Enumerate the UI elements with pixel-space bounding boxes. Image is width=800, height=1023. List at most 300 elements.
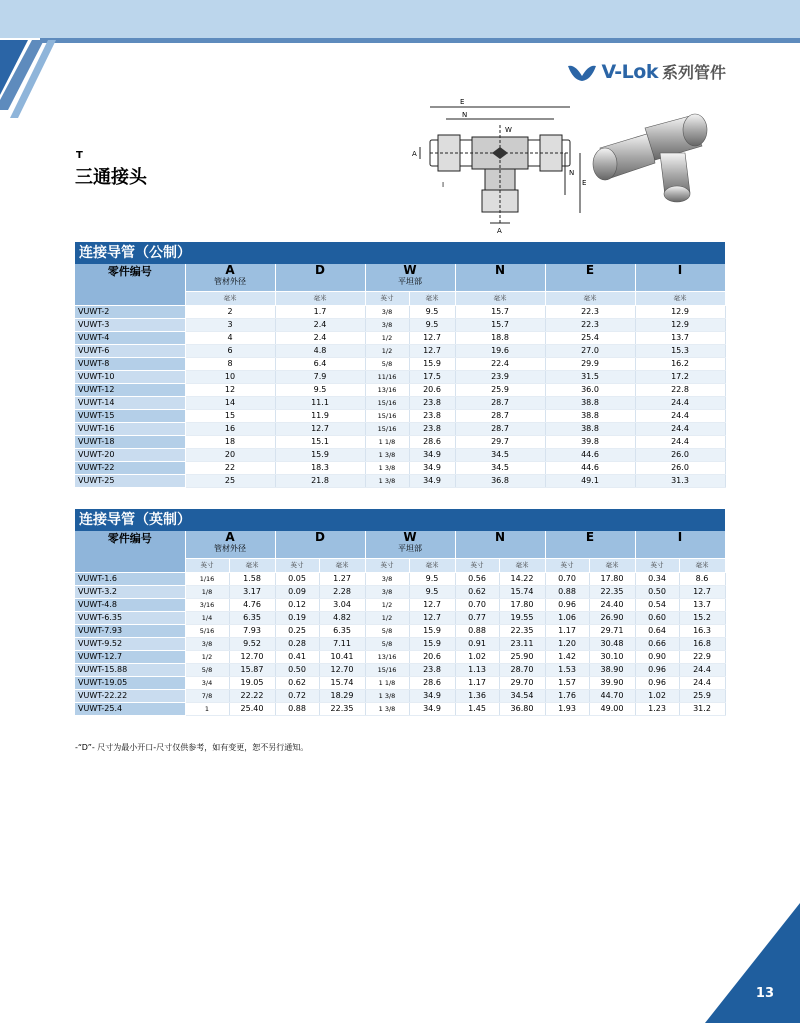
- tee-fitting-photo: [590, 108, 715, 203]
- value-cell: 0.66: [635, 637, 679, 650]
- value-cell: 30.10: [589, 650, 635, 663]
- value-cell: 18: [185, 435, 275, 448]
- col-n-header: N: [455, 531, 545, 558]
- value-cell: 8.6: [679, 572, 725, 585]
- value-cell: 8: [185, 357, 275, 370]
- value-cell: 30.48: [589, 637, 635, 650]
- value-cell: 0.05: [275, 572, 319, 585]
- unit-label: 毫米: [589, 558, 635, 572]
- part-number-cell: VUWT-8: [75, 357, 185, 370]
- value-cell: 0.70: [545, 572, 589, 585]
- value-cell: 0.90: [635, 650, 679, 663]
- part-number-cell: VUWT-14: [75, 396, 185, 409]
- value-cell: 25.40: [229, 702, 275, 715]
- table-row: [75, 344, 725, 357]
- value-cell: 21.8: [275, 474, 365, 487]
- value-cell: 1/8: [185, 585, 229, 598]
- value-cell: 1.02: [635, 689, 679, 702]
- value-cell: 5/8: [365, 637, 409, 650]
- value-cell: 3/8: [365, 585, 409, 598]
- value-cell: 0.50: [635, 585, 679, 598]
- value-cell: 6: [185, 344, 275, 357]
- part-number-cell: VUWT-22: [75, 461, 185, 474]
- value-cell: 3: [185, 318, 275, 331]
- value-cell: 28.7: [455, 422, 545, 435]
- unit-label: 毫米: [679, 558, 725, 572]
- value-cell: 1: [185, 702, 229, 715]
- value-cell: 1 1/8: [365, 435, 409, 448]
- table-row: [75, 598, 725, 611]
- table-row: [75, 585, 725, 598]
- part-number-cell: VUWT-25.4: [75, 702, 185, 715]
- value-cell: 0.88: [545, 585, 589, 598]
- value-cell: 24.4: [679, 663, 725, 676]
- value-cell: 5/8: [185, 663, 229, 676]
- value-cell: 17.80: [499, 598, 545, 611]
- col-a-header: A 管材外径: [185, 264, 275, 291]
- brand-series: 系列管件: [661, 63, 726, 82]
- value-cell: 26.90: [589, 611, 635, 624]
- unit-label: 英寸: [365, 291, 409, 305]
- value-cell: 9.5: [275, 383, 365, 396]
- value-cell: 7/8: [185, 689, 229, 702]
- unit-label: 毫米: [635, 291, 725, 305]
- value-cell: 7.11: [319, 637, 365, 650]
- table-row: [75, 409, 725, 422]
- unit-label: 英寸: [635, 558, 679, 572]
- value-cell: 44.6: [545, 461, 635, 474]
- part-number-cell: VUWT-3: [75, 318, 185, 331]
- value-cell: 26.0: [635, 461, 725, 474]
- value-cell: 34.9: [409, 448, 455, 461]
- value-cell: 25.9: [455, 383, 545, 396]
- value-cell: 16: [185, 422, 275, 435]
- value-cell: 23.8: [409, 663, 455, 676]
- unit-label: 毫米: [409, 291, 455, 305]
- value-cell: 9.5: [409, 585, 455, 598]
- table-row: [75, 676, 725, 689]
- value-cell: 20.6: [409, 383, 455, 396]
- value-cell: 18.3: [275, 461, 365, 474]
- value-cell: 28.7: [455, 396, 545, 409]
- part-number-cell: VUWT-19.05: [75, 676, 185, 689]
- value-cell: 34.9: [409, 702, 455, 715]
- unit-label: 毫米: [499, 558, 545, 572]
- value-cell: 24.40: [589, 598, 635, 611]
- value-cell: 4.82: [319, 611, 365, 624]
- value-cell: 25.9: [679, 689, 725, 702]
- unit-label: 毫米: [455, 291, 545, 305]
- value-cell: 1 3/8: [365, 689, 409, 702]
- value-cell: 22.4: [455, 357, 545, 370]
- header-rule: [40, 38, 800, 43]
- value-cell: 9.5: [409, 572, 455, 585]
- value-cell: 34.9: [409, 461, 455, 474]
- value-cell: 15.9: [409, 357, 455, 370]
- value-cell: 1/2: [365, 344, 409, 357]
- table-row: [75, 650, 725, 663]
- col-d-header: D: [275, 531, 365, 558]
- value-cell: 12.9: [635, 318, 725, 331]
- svg-text:I: I: [442, 181, 445, 189]
- table-row: [75, 318, 725, 331]
- table-row: [75, 305, 725, 318]
- part-number-cell: VUWT-1.6: [75, 572, 185, 585]
- value-cell: 1/4: [185, 611, 229, 624]
- unit-label: 英寸: [455, 558, 499, 572]
- value-cell: 15.9: [409, 637, 455, 650]
- value-cell: 31.2: [679, 702, 725, 715]
- value-cell: 24.4: [635, 435, 725, 448]
- value-cell: 0.54: [635, 598, 679, 611]
- value-cell: 15.9: [275, 448, 365, 461]
- value-cell: 2.4: [275, 331, 365, 344]
- value-cell: 29.7: [455, 435, 545, 448]
- value-cell: 36.80: [499, 702, 545, 715]
- unit-label: 英寸: [275, 558, 319, 572]
- value-cell: 6.35: [319, 624, 365, 637]
- value-cell: 36.0: [545, 383, 635, 396]
- value-cell: 1 3/8: [365, 448, 409, 461]
- svg-text:N: N: [462, 111, 468, 119]
- value-cell: 44.70: [589, 689, 635, 702]
- value-cell: 2.28: [319, 585, 365, 598]
- value-cell: 7.93: [229, 624, 275, 637]
- part-number-header: 零件编号: [75, 531, 185, 572]
- part-number-cell: VUWT-25: [75, 474, 185, 487]
- svg-text:E: E: [460, 98, 465, 106]
- value-cell: 12.7: [275, 422, 365, 435]
- value-cell: 2.4: [275, 318, 365, 331]
- unit-label: 毫米: [545, 291, 635, 305]
- value-cell: 15.87: [229, 663, 275, 676]
- value-cell: 1 3/8: [365, 702, 409, 715]
- value-cell: 5/16: [185, 624, 229, 637]
- value-cell: 16.2: [635, 357, 725, 370]
- table-row: [75, 702, 725, 715]
- value-cell: 9.5: [409, 318, 455, 331]
- col-i-header: I: [635, 531, 725, 558]
- part-number-cell: VUWT-16: [75, 422, 185, 435]
- value-cell: 0.77: [455, 611, 499, 624]
- value-cell: 34.9: [409, 474, 455, 487]
- value-cell: 49.1: [545, 474, 635, 487]
- value-cell: 38.8: [545, 409, 635, 422]
- value-cell: 12: [185, 383, 275, 396]
- value-cell: 12.7: [409, 611, 455, 624]
- value-cell: 4.76: [229, 598, 275, 611]
- value-cell: 0.62: [455, 585, 499, 598]
- table-row: [75, 370, 725, 383]
- value-cell: 1.93: [545, 702, 589, 715]
- value-cell: 1.36: [455, 689, 499, 702]
- table-row: [75, 572, 725, 585]
- value-cell: 0.25: [275, 624, 319, 637]
- brand-name: V-Lok: [601, 60, 658, 83]
- value-cell: 9.5: [409, 305, 455, 318]
- value-cell: 23.9: [455, 370, 545, 383]
- part-number-cell: VUWT-2: [75, 305, 185, 318]
- value-cell: 0.96: [635, 676, 679, 689]
- value-cell: 0.88: [455, 624, 499, 637]
- value-cell: 15.1: [275, 435, 365, 448]
- value-cell: 15.2: [679, 611, 725, 624]
- value-cell: 20: [185, 448, 275, 461]
- value-cell: 22.35: [589, 585, 635, 598]
- value-cell: 12.7: [409, 344, 455, 357]
- part-number-cell: VUWT-20: [75, 448, 185, 461]
- value-cell: 1.45: [455, 702, 499, 715]
- value-cell: 22.9: [679, 650, 725, 663]
- value-cell: 38.90: [589, 663, 635, 676]
- value-cell: 0.88: [275, 702, 319, 715]
- page-number: 13: [755, 986, 774, 1001]
- value-cell: 0.41: [275, 650, 319, 663]
- value-cell: 0.09: [275, 585, 319, 598]
- unit-label: 英寸: [365, 558, 409, 572]
- svg-text:A: A: [497, 227, 502, 235]
- value-cell: 23.8: [409, 422, 455, 435]
- value-cell: 1 1/8: [365, 676, 409, 689]
- value-cell: 1.13: [455, 663, 499, 676]
- col-d-header: D: [275, 264, 365, 291]
- value-cell: 3/4: [185, 676, 229, 689]
- table-row: [75, 637, 725, 650]
- value-cell: 6.35: [229, 611, 275, 624]
- value-cell: 44.6: [545, 448, 635, 461]
- value-cell: 15.9: [409, 624, 455, 637]
- value-cell: 9.52: [229, 637, 275, 650]
- table-row: [75, 383, 725, 396]
- part-number-cell: VUWT-15.88: [75, 663, 185, 676]
- value-cell: 15/16: [365, 396, 409, 409]
- value-cell: 0.19: [275, 611, 319, 624]
- value-cell: 15/16: [365, 409, 409, 422]
- value-cell: 1.02: [455, 650, 499, 663]
- value-cell: 22.8: [635, 383, 725, 396]
- value-cell: 0.72: [275, 689, 319, 702]
- footnote: -“D”- 尺寸为最小开口-尺寸仅供参考，如有变更，恕不另行通知。: [75, 743, 309, 752]
- value-cell: 22.35: [319, 702, 365, 715]
- imperial-section-title: 连接导管（英制）: [75, 509, 725, 531]
- table-row: [75, 422, 725, 435]
- value-cell: 38.8: [545, 422, 635, 435]
- value-cell: 23.11: [499, 637, 545, 650]
- unit-label: 英寸: [545, 558, 589, 572]
- value-cell: 15.3: [635, 344, 725, 357]
- value-cell: 5/8: [365, 624, 409, 637]
- unit-label: 毫米: [229, 558, 275, 572]
- value-cell: 1/2: [185, 650, 229, 663]
- value-cell: 10: [185, 370, 275, 383]
- table-row: [75, 474, 725, 487]
- value-cell: 17.5: [409, 370, 455, 383]
- value-cell: 22.35: [499, 624, 545, 637]
- value-cell: 1/16: [185, 572, 229, 585]
- value-cell: 20.6: [409, 650, 455, 663]
- value-cell: 38.8: [545, 396, 635, 409]
- value-cell: 15/16: [365, 422, 409, 435]
- value-cell: 19.05: [229, 676, 275, 689]
- metric-section-title: 连接导管（公制）: [75, 242, 725, 264]
- value-cell: 18.29: [319, 689, 365, 702]
- unit-label: 毫米: [409, 558, 455, 572]
- part-number-cell: VUWT-12: [75, 383, 185, 396]
- part-number-cell: VUWT-4.8: [75, 598, 185, 611]
- part-number-header: 零件编号: [75, 264, 185, 305]
- part-number-cell: VUWT-15: [75, 409, 185, 422]
- value-cell: 19.55: [499, 611, 545, 624]
- value-cell: 1/2: [365, 598, 409, 611]
- value-cell: 3/16: [185, 598, 229, 611]
- value-cell: 3/8: [365, 318, 409, 331]
- value-cell: 36.8: [455, 474, 545, 487]
- value-cell: 4.8: [275, 344, 365, 357]
- value-cell: 34.54: [499, 689, 545, 702]
- imperial-table: [75, 509, 726, 716]
- table-row: [75, 461, 725, 474]
- header-band: [0, 0, 800, 38]
- col-w-header: W 平坦部: [365, 531, 455, 558]
- value-cell: 28.6: [409, 676, 455, 689]
- value-cell: 1.27: [319, 572, 365, 585]
- value-cell: 0.70: [455, 598, 499, 611]
- value-cell: 0.96: [635, 663, 679, 676]
- value-cell: 29.71: [589, 624, 635, 637]
- page-title: 三通接头: [75, 167, 147, 188]
- value-cell: 1.17: [545, 624, 589, 637]
- value-cell: 1 3/8: [365, 474, 409, 487]
- value-cell: 1.42: [545, 650, 589, 663]
- value-cell: 0.62: [275, 676, 319, 689]
- value-cell: 13/16: [365, 383, 409, 396]
- value-cell: 14.22: [499, 572, 545, 585]
- value-cell: 0.28: [275, 637, 319, 650]
- value-cell: 6.4: [275, 357, 365, 370]
- table-row: [75, 357, 725, 370]
- value-cell: 31.3: [635, 474, 725, 487]
- value-cell: 0.96: [545, 598, 589, 611]
- value-cell: 12.9: [635, 305, 725, 318]
- value-cell: 29.70: [499, 676, 545, 689]
- value-cell: 14: [185, 396, 275, 409]
- value-cell: 22: [185, 461, 275, 474]
- value-cell: 1.20: [545, 637, 589, 650]
- table-row: [75, 689, 725, 702]
- col-w-header: W 平坦部: [365, 264, 455, 291]
- value-cell: 17.2: [635, 370, 725, 383]
- value-cell: 15/16: [365, 663, 409, 676]
- value-cell: 1/2: [365, 331, 409, 344]
- value-cell: 11.1: [275, 396, 365, 409]
- col-n-header: N: [455, 264, 545, 291]
- part-number-cell: VUWT-22.22: [75, 689, 185, 702]
- svg-text:W: W: [505, 126, 512, 134]
- part-number-cell: VUWT-4: [75, 331, 185, 344]
- part-number-cell: VUWT-12.7: [75, 650, 185, 663]
- value-cell: 13.7: [679, 598, 725, 611]
- value-cell: 24.4: [635, 409, 725, 422]
- value-cell: 17.80: [589, 572, 635, 585]
- value-cell: 3/8: [365, 572, 409, 585]
- value-cell: 25.90: [499, 650, 545, 663]
- table-row: [75, 435, 725, 448]
- value-cell: 24.4: [635, 422, 725, 435]
- value-cell: 0.60: [635, 611, 679, 624]
- title-letter: T: [76, 150, 83, 161]
- value-cell: 12.7: [409, 331, 455, 344]
- part-number-cell: VUWT-10: [75, 370, 185, 383]
- value-cell: 25: [185, 474, 275, 487]
- value-cell: 1.17: [455, 676, 499, 689]
- table-row: [75, 331, 725, 344]
- corner-stripes: [0, 0, 60, 120]
- part-number-cell: VUWT-3.2: [75, 585, 185, 598]
- value-cell: 3/8: [185, 637, 229, 650]
- value-cell: 3.17: [229, 585, 275, 598]
- value-cell: 0.34: [635, 572, 679, 585]
- table-row: [75, 624, 725, 637]
- value-cell: 1.06: [545, 611, 589, 624]
- value-cell: 4: [185, 331, 275, 344]
- value-cell: 31.5: [545, 370, 635, 383]
- value-cell: 22.3: [545, 318, 635, 331]
- value-cell: 16.3: [679, 624, 725, 637]
- value-cell: 39.8: [545, 435, 635, 448]
- value-cell: 15.7: [455, 318, 545, 331]
- value-cell: 34.5: [455, 461, 545, 474]
- value-cell: 15.7: [455, 305, 545, 318]
- value-cell: 27.0: [545, 344, 635, 357]
- value-cell: 3.04: [319, 598, 365, 611]
- value-cell: 24.4: [635, 396, 725, 409]
- value-cell: 18.8: [455, 331, 545, 344]
- value-cell: 0.50: [275, 663, 319, 676]
- value-cell: 13.7: [635, 331, 725, 344]
- value-cell: 15: [185, 409, 275, 422]
- part-number-cell: VUWT-9.52: [75, 637, 185, 650]
- value-cell: 11/16: [365, 370, 409, 383]
- part-number-cell: VUWT-7.93: [75, 624, 185, 637]
- value-cell: 34.9: [409, 689, 455, 702]
- value-cell: 12.70: [229, 650, 275, 663]
- value-cell: 0.64: [635, 624, 679, 637]
- value-cell: 15.74: [499, 585, 545, 598]
- value-cell: 24.4: [679, 676, 725, 689]
- value-cell: 12.70: [319, 663, 365, 676]
- value-cell: 34.5: [455, 448, 545, 461]
- value-cell: 1.53: [545, 663, 589, 676]
- value-cell: 1 3/8: [365, 461, 409, 474]
- value-cell: 11.9: [275, 409, 365, 422]
- value-cell: 0.56: [455, 572, 499, 585]
- table-row: [75, 396, 725, 409]
- value-cell: 39.90: [589, 676, 635, 689]
- value-cell: 1.7: [275, 305, 365, 318]
- value-cell: 1.57: [545, 676, 589, 689]
- svg-text:A: A: [412, 150, 417, 158]
- brand-wings-icon: [567, 62, 597, 82]
- unit-label: 毫米: [319, 558, 365, 572]
- value-cell: 3/8: [365, 305, 409, 318]
- value-cell: 5/8: [365, 357, 409, 370]
- value-cell: 1/2: [365, 611, 409, 624]
- value-cell: 49.00: [589, 702, 635, 715]
- value-cell: 1.58: [229, 572, 275, 585]
- value-cell: 1.76: [545, 689, 589, 702]
- value-cell: 16.8: [679, 637, 725, 650]
- value-cell: 13/16: [365, 650, 409, 663]
